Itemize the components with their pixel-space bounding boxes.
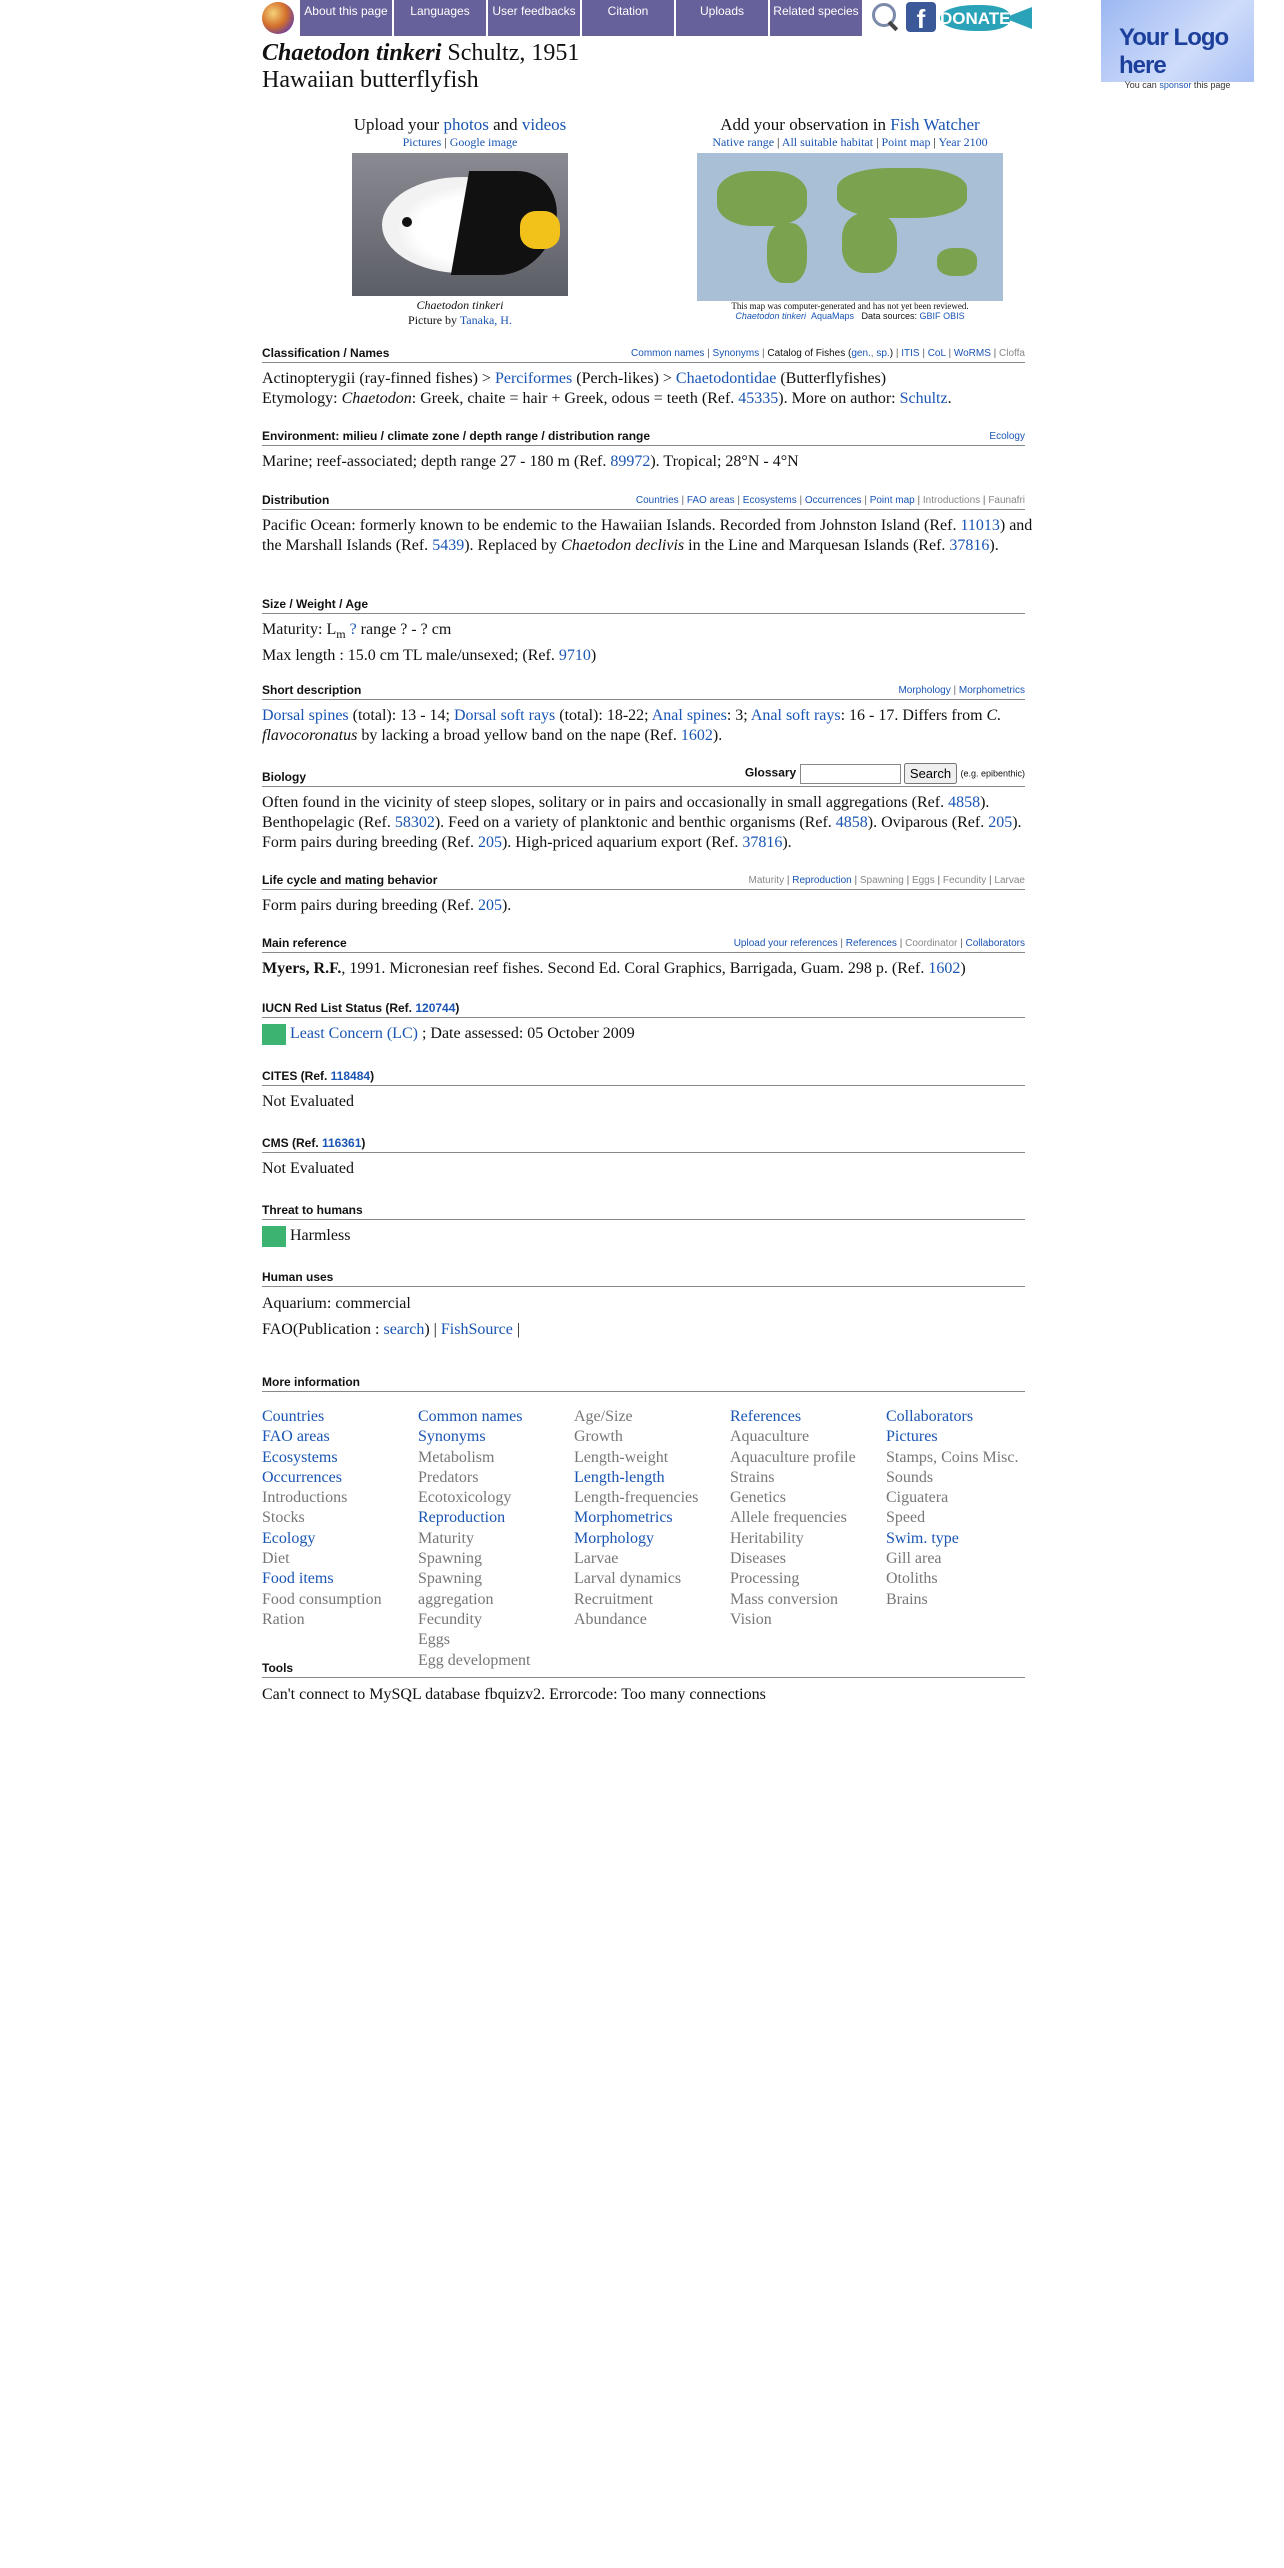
year-2100-link[interactable]: Year 2100: [938, 135, 988, 149]
more-info-link-metabolism: Metabolism: [418, 1448, 495, 1466]
more-info-link-age-size: Age/Size: [574, 1408, 633, 1425]
more-info-link-fecundity: Fecundity: [418, 1610, 482, 1628]
cites-status: Not Evaluated: [262, 1093, 354, 1110]
short-description-text: Dorsal spines (total): 13 - 14; Dorsal soft rays (total): 18-22; Anal spines: 3; Anal soft rays: 16 - 17. Differs from C. flavocoronatus by lacking a broad yellow band on the nape (Ref. 1602).: [262, 707, 1002, 744]
perciformes-link[interactable]: Perciformes: [494, 370, 573, 387]
more-info-link-aquaculture-profile: Aquaculture profile: [730, 1448, 856, 1466]
more-info-link-spawning: Spawning: [418, 1570, 482, 1588]
fish-photo[interactable]: [352, 153, 568, 296]
more-info-link-stamps-coins-misc: Stamps, Coins Misc.: [886, 1448, 1019, 1466]
more-info-link-diseases: Diseases: [730, 1550, 786, 1568]
human-uses-text: Aquarium: commercial FAO(Publication : search) | FishSource |: [262, 1295, 521, 1338]
common-name: Hawaiian butterflyfish: [262, 67, 479, 93]
section-cites: CITES (Ref. 118484): [262, 1069, 1025, 1086]
photographer-link[interactable]: Tanaka, H.: [459, 313, 512, 327]
section-short-description: Short description Morphology | Morphometrics: [262, 683, 1025, 700]
ecology-link[interactable]: Ecology: [989, 431, 1025, 442]
facebook-icon[interactable]: f: [906, 2, 936, 32]
scientific-name: Chaetodon tinkeri: [262, 40, 442, 66]
nav-languages[interactable]: Languages: [394, 0, 488, 36]
sponsor-note: You can sponsor this page: [1124, 80, 1231, 90]
more-info-column: [574, 1407, 730, 1671]
section-environment: Environment: milieu / climate zone / depth range / distribution range Ecology: [262, 429, 1025, 446]
more-info-link-recruitment: Recruitment: [574, 1590, 654, 1608]
more-info-link-speed: Speed: [886, 1509, 926, 1527]
distribution-map[interactable]: [697, 153, 1003, 301]
page-title: [262, 40, 579, 94]
more-info-link-length-length[interactable]: Length-length: [574, 1468, 665, 1486]
more-info-link-aquaculture: Aquaculture: [730, 1428, 810, 1446]
more-info-link-predators: Predators: [418, 1468, 479, 1486]
more-information-grid: [262, 1407, 1042, 1671]
photo-caption: Chaetodon tinkeri: [416, 298, 504, 312]
more-info-link-spawning: Spawning: [418, 1550, 482, 1568]
chaetodontidae-link[interactable]: Chaetodontidae: [675, 370, 777, 387]
section-classification: Classification / Names Common names | Synonyms | Catalog of Fishes (gen., sp.) | ITIS | CoL | WoRMS | Cloffa: [262, 346, 1025, 363]
nav-user-feedbacks[interactable]: User feedbacks: [488, 0, 582, 36]
fao-search-link[interactable]: search: [383, 1321, 425, 1338]
more-info-link-genetics: Genetics: [730, 1489, 786, 1507]
more-info-link-heritability: Heritability: [730, 1529, 804, 1547]
more-info-link-vision: Vision: [730, 1610, 772, 1628]
more-info-link-synonyms[interactable]: Synonyms: [418, 1428, 486, 1446]
search-icon[interactable]: [868, 0, 902, 34]
more-info-link-references[interactable]: References: [730, 1408, 802, 1425]
point-map-link[interactable]: Point map: [881, 135, 931, 149]
map-panel: Add your observation in Fish Watcher Native range | All suitable habitat | Point map | Year 2100 This map was computer-generated and has not yet been reviewed. Chaetodon tinkeri AquaMaps Data sources: GBIF OBIS: [680, 115, 1020, 321]
col-link[interactable]: CoL: [927, 348, 946, 359]
more-info-link-fao-areas[interactable]: FAO areas: [262, 1428, 330, 1446]
iucn-status: Least Concern (LC) ; Date assessed: 05 October 2009: [262, 1024, 1042, 1045]
obis-link[interactable]: OBIS: [943, 311, 965, 321]
more-info-link-growth: Growth: [574, 1428, 623, 1446]
section-main-reference: Main reference Upload your references | References | Coordinator | Collaborators: [262, 936, 1025, 953]
section-distribution: Distribution Countries | FAO areas | Ecosystems | Occurrences | Point map | Introductions | Faunafri: [262, 493, 1025, 510]
more-info-link-ecology[interactable]: Ecology: [262, 1529, 316, 1547]
more-info-link-introductions: Introductions: [262, 1489, 348, 1507]
more-info-link-larvae: Larvae: [574, 1550, 619, 1568]
more-info-column: [886, 1407, 1042, 1671]
more-info-link-length-weight: Length-weight: [574, 1448, 669, 1466]
threat-swatch: [262, 1226, 286, 1247]
life-cycle-text: Form pairs during breeding (Ref. 205).: [262, 897, 512, 914]
section-size: Size / Weight / Age: [262, 597, 1025, 614]
fishsource-link[interactable]: FishSource: [440, 1321, 513, 1338]
more-info-link-allele-frequencies: Allele frequencies: [730, 1509, 847, 1527]
more-info-link-occurrences[interactable]: Occurrences: [262, 1468, 342, 1486]
more-info-link-sounds: Sounds: [886, 1468, 934, 1486]
section-more-information: More information: [262, 1375, 1025, 1392]
more-info-link-stocks: Stocks: [262, 1509, 305, 1527]
more-info-link-morphology[interactable]: Morphology: [574, 1529, 654, 1547]
donate-button[interactable]: DONATE: [940, 3, 1032, 33]
biology-text: Often found in the vicinity of steep slopes, solitary or in pairs and occasionally in small aggregations (Ref. 4858). Benthopelagic (Ref. 58302). Feed on a variety of planktonic and benthic organisms (Ref. 4858). Oviparous (Ref. 205). Form pairs during breeding (Ref. 205). High-priced aquarium export (Ref. 37816).: [262, 794, 1022, 851]
more-info-link-larval-dynamics: Larval dynamics: [574, 1570, 682, 1588]
author-link[interactable]: Schultz: [899, 390, 948, 407]
videos-link[interactable]: videos: [521, 115, 567, 134]
common-names-link[interactable]: Common names: [631, 348, 705, 359]
pictures-link[interactable]: Pictures: [402, 135, 442, 149]
more-info-link-processing: Processing: [730, 1570, 800, 1588]
main-reference-text: Myers, R.F., 1991. Micronesian reef fishes. Second Ed. Coral Graphics, Barrigada, Guam. 298 p. (Ref. 1602): [262, 960, 966, 977]
more-info-column: [262, 1407, 418, 1671]
nav-about[interactable]: About this page: [300, 0, 394, 36]
tools-error-text: Can't connect to MySQL database fbquizv2. Errorcode: Too many connections: [262, 1686, 766, 1703]
suitable-habitat-link[interactable]: All suitable habitat: [781, 135, 874, 149]
more-info-link-brains: Brains: [886, 1590, 928, 1608]
map-disclaimer: This map was computer-generated and has not yet been reviewed.: [731, 301, 969, 311]
more-info-link-mass-conversion: Mass conversion: [730, 1590, 838, 1608]
synonyms-link[interactable]: Synonyms: [712, 348, 760, 359]
more-info-link-reproduction[interactable]: Reproduction: [418, 1509, 506, 1527]
section-cms: CMS (Ref. 116361): [262, 1136, 1025, 1153]
top-nav: [262, 0, 1032, 36]
more-info-link-countries[interactable]: Countries: [262, 1408, 325, 1425]
more-info-link-length-frequencies: Length-frequencies: [574, 1489, 699, 1507]
classification-text: Actinopterygii (ray-finned fishes) > Perciformes (Perch-likes) > Chaetodontidae (Butterflyfishes) Etymology: Chaetodon: Greek, chaite = hair + Greek, odous = teeth (Ref. 45335). More on author: Schultz.: [262, 370, 952, 407]
gbif-link[interactable]: GBIF: [919, 311, 941, 321]
more-info-link-diet: Diet: [262, 1550, 290, 1568]
more-info-link-aggregation: aggregation: [418, 1590, 494, 1608]
more-info-link-food-items[interactable]: Food items: [262, 1570, 334, 1588]
species-author: Schultz, 1951: [441, 40, 580, 66]
more-info-link-morphometrics[interactable]: Morphometrics: [574, 1509, 673, 1527]
more-info-link-pictures[interactable]: Pictures: [886, 1428, 938, 1446]
nav-citation[interactable]: Citation: [582, 0, 676, 36]
glossary-search-button[interactable]: Search: [904, 763, 957, 784]
more-info-link-eggs: Eggs: [418, 1631, 450, 1649]
globe-icon[interactable]: [262, 2, 294, 34]
glossary-input[interactable]: [800, 764, 901, 784]
sponsor-link[interactable]: sponsor: [1159, 80, 1192, 90]
environment-text: Marine; reef-associated; depth range 27 - 180 m (Ref. 89972). Tropical; 28°N - 4°N: [262, 453, 799, 470]
size-text: Maturity: $L_m$ ? range ? - ? cm Max length : 15.0 cm TL male/unsexed; (Ref. 9710): [262, 621, 597, 665]
section-biology: Biology Glossary Search (e.g. epibenthic): [262, 762, 1025, 787]
more-info-column: [730, 1407, 886, 1671]
worms-link[interactable]: WoRMS: [953, 348, 991, 359]
native-range-link[interactable]: Native range: [712, 135, 775, 149]
section-tools: Tools: [262, 1661, 1025, 1678]
more-info-link-strains: Strains: [730, 1468, 775, 1486]
more-info-link-collaborators[interactable]: Collaborators: [886, 1408, 974, 1425]
maturity-help-link[interactable]: ?: [349, 621, 357, 638]
nav-related-species[interactable]: Related species: [770, 0, 864, 36]
cms-status: Not Evaluated: [262, 1160, 354, 1177]
distribution-text: Pacific Ocean: formerly known to be endemic to the Hawaiian Islands. Recorded from Johnston Island (Ref. 11013) and the Marshall Islands (Ref. 5439). Replaced by Chaetodon declivis in the Line and Marquesan Islands (Ref. 37816).: [262, 517, 1033, 554]
more-info-link-otoliths: Otoliths: [886, 1570, 938, 1588]
threat-status: Harmless: [262, 1226, 1042, 1247]
more-info-link-swim-type[interactable]: Swim. type: [886, 1529, 959, 1547]
more-info-link-ciguatera: Ciguatera: [886, 1489, 949, 1507]
more-info-link-egg-development: Egg development: [418, 1651, 531, 1669]
aquamaps-species-link[interactable]: Chaetodon tinkeri: [735, 311, 806, 321]
nav-uploads[interactable]: Uploads: [676, 0, 770, 36]
more-info-link-common-names[interactable]: Common names: [418, 1408, 523, 1425]
photos-link[interactable]: photos: [443, 115, 489, 134]
more-info-link-maturity: Maturity: [418, 1529, 474, 1547]
aquamaps-link[interactable]: AquaMaps: [810, 311, 854, 321]
google-image-link[interactable]: Google image: [449, 135, 518, 149]
more-info-link-gill-area: Gill area: [886, 1550, 942, 1568]
section-iucn: IUCN Red List Status (Ref. 120744): [262, 1001, 1025, 1018]
sponsor-logo-placeholder[interactable]: Your Logo here: [1101, 0, 1254, 82]
photo-panel: Upload your photos and videos Pictures | Google image Chaetodon tinkeri Picture by Tanaka, H.: [353, 115, 567, 327]
more-info-link-ration: Ration: [262, 1610, 305, 1628]
iucn-status-swatch: [262, 1024, 286, 1045]
itis-link[interactable]: ITIS: [901, 348, 920, 359]
more-info-link-ecotoxicology: Ecotoxicology: [418, 1489, 512, 1507]
more-info-link-food-consumption: Food consumption: [262, 1590, 382, 1608]
more-info-link-abundance: Abundance: [574, 1610, 647, 1628]
section-threat: Threat to humans: [262, 1203, 1025, 1220]
fish-watcher-link[interactable]: Fish Watcher: [890, 115, 980, 134]
more-info-link-ecosystems[interactable]: Ecosystems: [262, 1448, 338, 1466]
section-life-cycle: Life cycle and mating behavior Maturity | Reproduction | Spawning | Eggs | Fecundity | Larvae: [262, 873, 1025, 890]
more-info-column: [418, 1407, 574, 1671]
section-human-uses: Human uses: [262, 1270, 1025, 1287]
iucn-status-link[interactable]: Least Concern (LC): [290, 1025, 418, 1043]
